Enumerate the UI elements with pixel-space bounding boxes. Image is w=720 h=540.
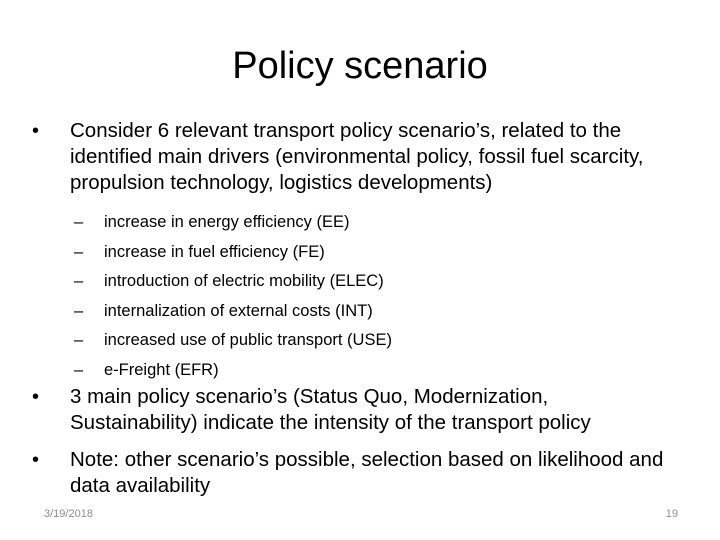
dash-marker: – bbox=[74, 360, 84, 379]
sub-item-text: increase in fuel efficiency (FE) bbox=[104, 242, 325, 261]
sub-item-text: e-Freight (EFR) bbox=[104, 360, 219, 379]
sub-item-text: internalization of external costs (INT) bbox=[104, 301, 373, 320]
sub-list-item bbox=[74, 297, 664, 327]
scenario-sub-list bbox=[74, 208, 664, 385]
sub-list-item bbox=[74, 356, 664, 386]
sub-list-item bbox=[74, 267, 664, 297]
bullet-marker: • bbox=[32, 386, 40, 408]
dash-marker: – bbox=[74, 331, 84, 349]
sub-list-item bbox=[74, 326, 664, 356]
dash-marker: – bbox=[74, 272, 84, 290]
bullet-marker: • bbox=[32, 120, 40, 142]
sub-item-text: increase in energy efficiency (EE) bbox=[104, 213, 350, 231]
bullet-item-main-scenarios bbox=[32, 384, 680, 436]
bullet-item-drivers bbox=[32, 118, 680, 196]
slide-title: Policy scenario bbox=[232, 45, 488, 87]
sub-item-text: introduction of electric mobility (ELEC) bbox=[104, 272, 384, 290]
bullet-text: 3 main policy scenario’s (Status Quo, Modernization, Sustainability) indicate the intensity of the transport policy bbox=[70, 385, 591, 434]
bullet-item-note bbox=[32, 447, 680, 499]
bullet-text: Note: other scenario’s possible, selection based on likelihood and data availability bbox=[70, 448, 664, 497]
slide-number: 19 bbox=[665, 508, 678, 520]
dash-marker: – bbox=[74, 213, 84, 231]
sub-item-text: increased use of public transport (USE) bbox=[104, 331, 392, 349]
sub-list-item bbox=[74, 238, 664, 268]
dash-marker: – bbox=[74, 301, 84, 320]
dash-marker: – bbox=[74, 242, 84, 261]
bullet-marker: • bbox=[32, 449, 40, 471]
bullet-text: Consider 6 relevant transport policy scenario’s, related to the identified main drivers (environmental policy, fossil fuel scarcity, propulsion technology, logistics developments) bbox=[70, 119, 644, 194]
footer-date: 3/19/2018 bbox=[44, 508, 93, 520]
sub-list-item bbox=[74, 208, 664, 238]
